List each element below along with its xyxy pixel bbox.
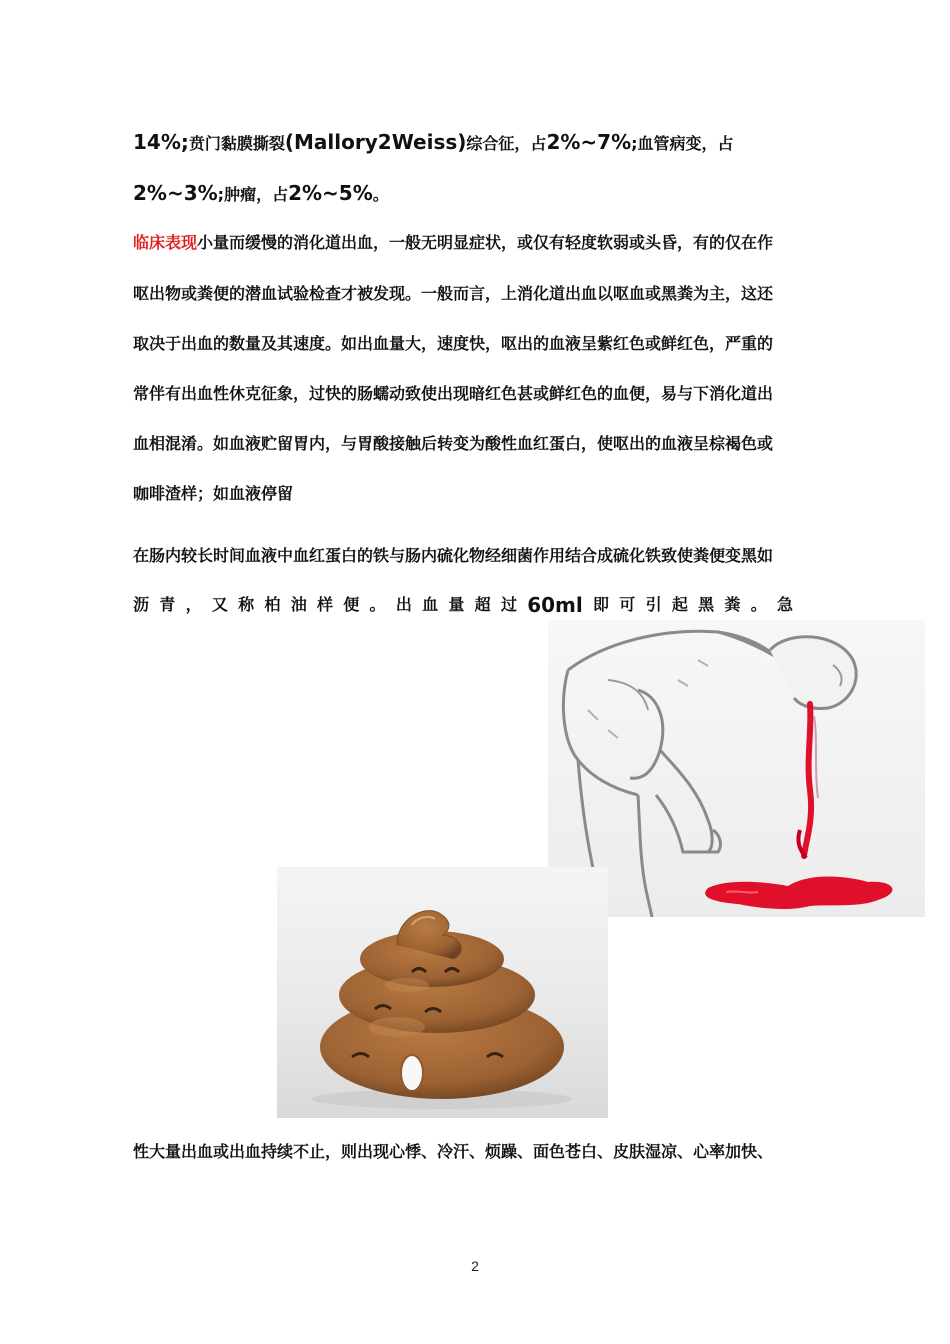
text-mallory: (Mallory2Weiss) — [284, 130, 467, 154]
spaced-char: 出 — [395, 595, 412, 614]
paragraph-clinical-line-6: 咖啡渣样；如血液停留 — [133, 484, 294, 503]
paragraph-clinical-line-2: 呕出物或粪便的潜血试验检查才被发现。一般而言，上消化道出血以呕血或黑粪为主，这还 — [133, 284, 774, 303]
spaced-char: 起 — [671, 595, 688, 614]
clinical-label: 临床表现 — [133, 233, 198, 252]
spaced-char: 急 — [776, 595, 793, 614]
text-cardia-tear: 贲门黏膜撕裂 — [188, 134, 285, 153]
para1-text-1: 小量而缓慢的消化道出血，一般无明显症状，或仅有轻度软弱或头昏，有的仅在作 — [197, 233, 774, 252]
spaced-char: 超 — [474, 595, 491, 614]
page-number: 2 — [471, 1258, 479, 1274]
paragraph-clinical-line-5: 血相混淆。如血液贮留胃内，与胃酸接触后转变为酸性血红蛋白，使呕出的血液呈棕褐色或 — [133, 434, 774, 453]
spaced-char: 称 — [238, 595, 255, 614]
spaced-char: 即 — [593, 595, 610, 614]
spaced-char: 。 — [369, 595, 386, 614]
spaced-char: ， — [185, 595, 202, 614]
stool-figurine-drawing — [277, 867, 608, 1118]
text-syndrome: 综合征，占 — [466, 134, 547, 153]
spaced-char: 黑 — [698, 595, 715, 614]
spaced-char: 量 — [448, 595, 465, 614]
paragraph-third-line-1: 性大量出血或出血持续不止，则出现心悸、冷汗、烦躁、面色苍白、皮肤湿凉、心率加快、 — [133, 1142, 774, 1161]
spaced-char: 可 — [619, 595, 636, 614]
spaced-char: 过 — [500, 595, 517, 614]
black-stool-photo — [277, 867, 608, 1118]
spaced-char: 。 — [750, 595, 767, 614]
text-period: 。 — [372, 185, 389, 204]
spaced-char: 沥 — [133, 595, 150, 614]
percent-2-7: 2%~7% — [546, 130, 632, 154]
spaced-char: 样 — [316, 595, 333, 614]
text-vascular: ;血管病变，占 — [631, 134, 734, 153]
spaced-char: 柏 — [264, 595, 281, 614]
text-line-1 — [133, 131, 734, 155]
spaced-char: 60ml — [527, 593, 583, 617]
percent-2-5: 2%~5% — [288, 181, 373, 205]
paragraph-clinical-line-4: 常伴有出血性休克征象，过快的肠蠕动致使出现暗红色甚或鲜红色的血便，易与下消化道出 — [133, 384, 774, 403]
paragraph-clinical-line-3: 取决于出血的数量及其速度。如出血量大，速度快，呕出的血液呈紫红色或鲜红色，严重的 — [133, 334, 774, 353]
spaced-char: 油 — [290, 595, 307, 614]
paragraph-clinical-line-1 — [133, 232, 773, 254]
text-tumor: ;肿瘤，占 — [217, 185, 289, 204]
text-line-2 — [133, 182, 389, 206]
percent-2-3: 2%~3% — [133, 181, 218, 205]
spaced-char: 粪 — [724, 595, 741, 614]
spaced-char: 血 — [422, 595, 439, 614]
spaced-char: 又 — [211, 595, 228, 614]
paragraph-second-line-2 — [133, 594, 793, 616]
spaced-char: 青 — [159, 595, 176, 614]
percent-14: 14%; — [133, 130, 189, 154]
paragraph-second-line-1: 在肠内较长时间血液中血红蛋白的铁与肠内硫化物经细菌作用结合成硫化铁致使粪便变黑如 — [133, 546, 774, 565]
spaced-char: 引 — [645, 595, 662, 614]
spaced-char: 便 — [343, 595, 360, 614]
